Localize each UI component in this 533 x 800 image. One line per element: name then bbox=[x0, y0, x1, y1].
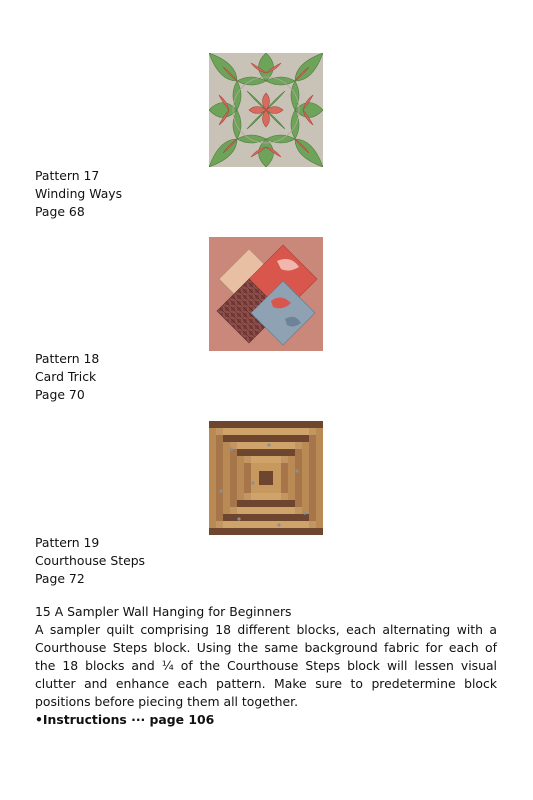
section-description: A sampler quilt comprising 18 different blocks, each alternating with a Courthouse Steps block. Using the same background fabric for each of the 18 blocks and ¼ of the Courthouse Steps block will lessen visual clutter and enhance each pattern. Make sure to predetermine block positions before piecing them all together. bbox=[35, 622, 497, 709]
pattern-name: Card Trick bbox=[35, 369, 97, 384]
pattern-title: Pattern 19 bbox=[35, 535, 100, 550]
winding-ways-quilt-image bbox=[209, 53, 323, 167]
pattern-17-caption bbox=[35, 167, 122, 221]
pattern-19-caption bbox=[35, 534, 145, 588]
pattern-page: Page 68 bbox=[35, 204, 85, 219]
courthouse-steps-quilt-image bbox=[209, 421, 323, 535]
card-trick-quilt-image bbox=[209, 237, 323, 351]
pattern-page: Page 70 bbox=[35, 387, 85, 402]
pattern-name: Courthouse Steps bbox=[35, 553, 146, 568]
pattern-title: Pattern 17 bbox=[35, 168, 100, 183]
instructions-reference: •Instructions ··· page 106 bbox=[35, 712, 215, 727]
pattern-title: Pattern 18 bbox=[35, 351, 100, 366]
pattern-18-caption bbox=[35, 350, 99, 404]
sampler-section bbox=[35, 603, 497, 729]
pattern-page: Page 72 bbox=[35, 571, 85, 586]
section-heading: 15 A Sampler Wall Hanging for Beginners bbox=[35, 604, 292, 619]
pattern-name: Winding Ways bbox=[35, 186, 123, 201]
